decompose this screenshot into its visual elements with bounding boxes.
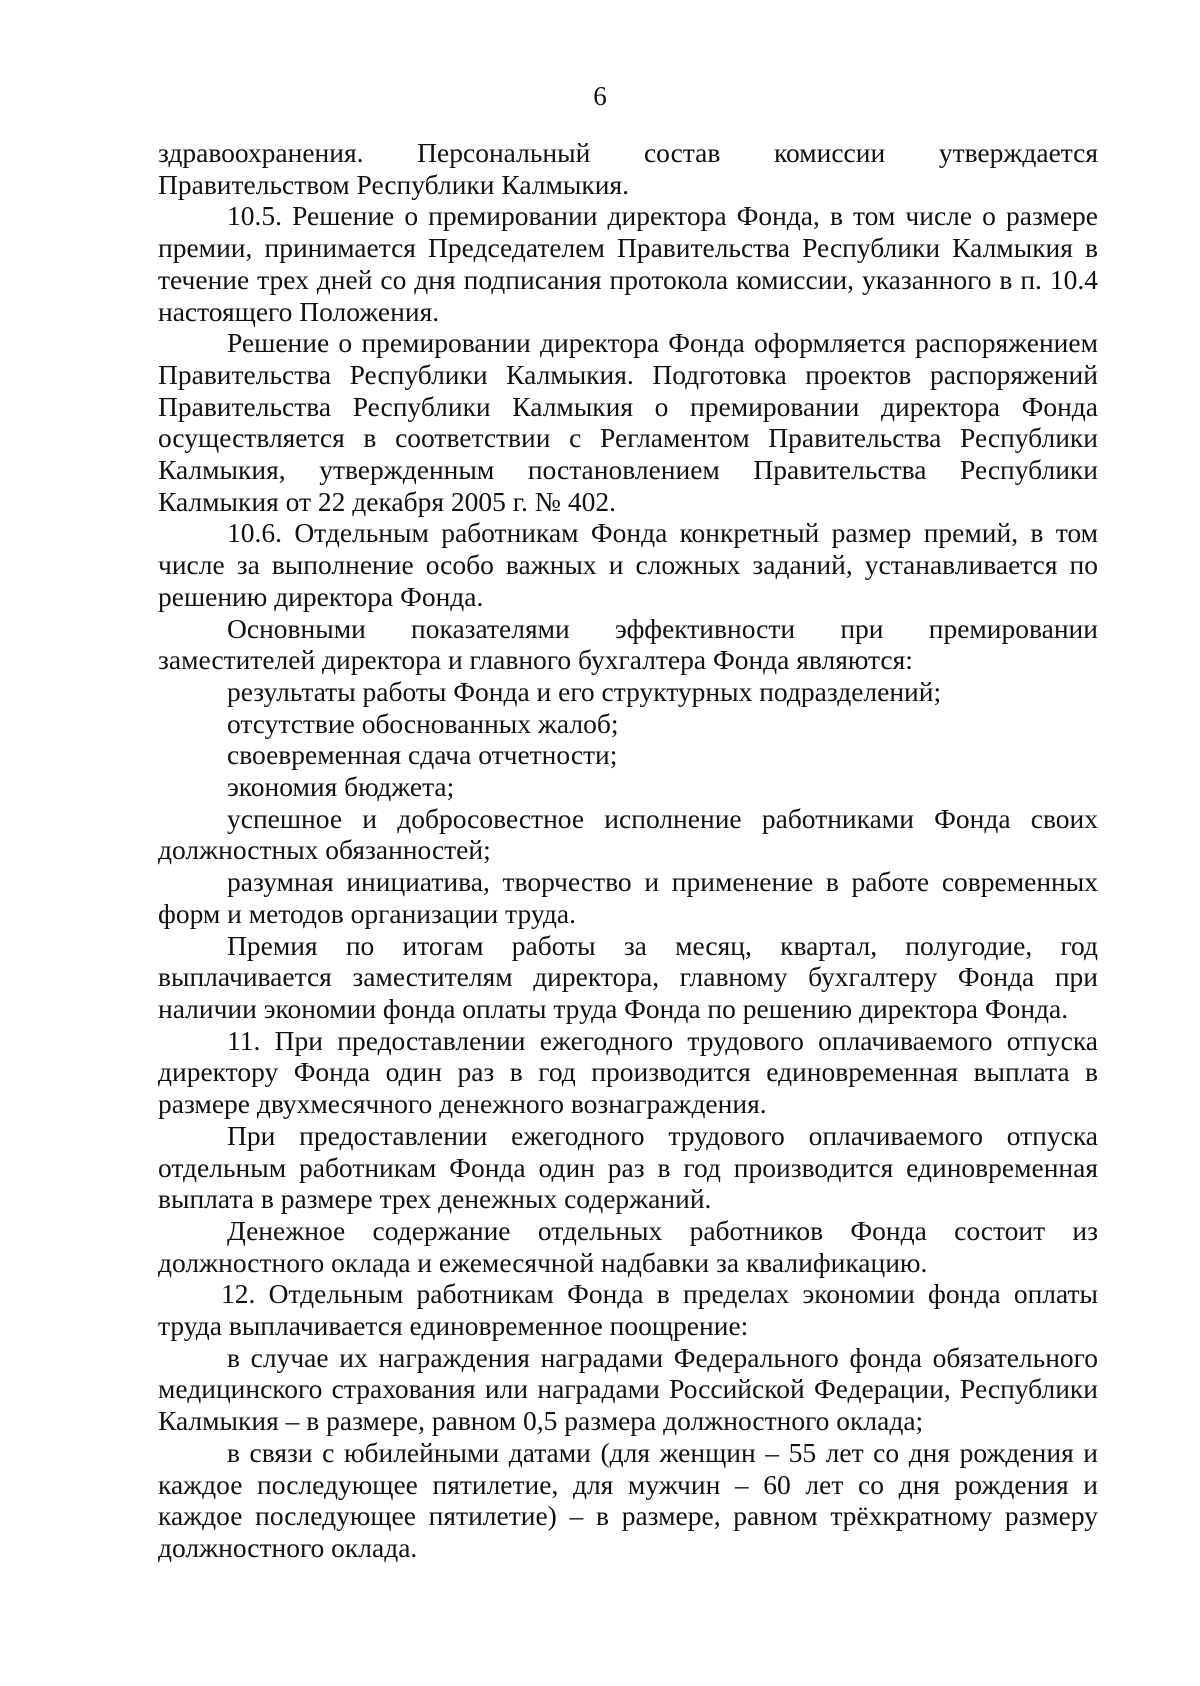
paragraph-11: 11. При предоставлении ежегодного трудового оплачиваемого отпуска директору Фонда один раз в год производится единовременная выплата в размере двухмесячного денежного вознаграждения.	[158, 1024, 1098, 1120]
list-item-initiative: разумная инициатива, творчество и применение в работе современных форм и методов организации труда.	[158, 866, 1098, 929]
list-item-results: результаты работы Фонда и его структурных подразделений;	[227, 675, 942, 707]
page-number: 6	[593, 81, 607, 111]
paragraph-salary-composition: Денежное содержание отдельных работников Фонда состоит из должностного оклада и ежемесячной надбавки за квалификацию.	[158, 1214, 1098, 1278]
paragraph-10-5: 10.5. Решение о премировании директора Фонда, в том числе о размере премии, принимается Председателем Правительства Республики Калмыкия в течение трех дней со дня подписания протокола комиссии, указанного в п. 10.4 настоящего Положения.	[158, 200, 1098, 327]
list-item-awards: в случае их награждения наградами Федерального фонда обязательного медицинского страхования или наградами Российской Федерации, Республики Калмыкия – в размере, равном 0,5 размера должностного оклада;	[158, 1341, 1098, 1437]
list-item-anniversaries: в связи с юбилейными датами (для женщин – 55 лет со дня рождения и каждое последующее пятилетие, для мужчин – 60 лет со дня рождения и каждое последующее пятилетие) – в размере, равном трёхкратному размеру должностного оклада.	[158, 1436, 1098, 1563]
document-body	[158, 137, 1098, 1564]
paragraph-bonus-period: Премия по итогам работы за месяц, квартал, полугодие, год выплачивается заместителям директора, главному бухгалтеру Фонда при наличии экономии фонда оплаты труда Фонда по решению директора Фонда.	[158, 929, 1098, 1024]
paragraph-vacation-payment: При предоставлении ежегодного трудового оплачиваемого отпуска отдельным работникам Фонда один раз в год производится единовременная выплата в размере трех денежных содержаний.	[158, 1119, 1098, 1215]
list-item-no-complaints: отсутствие обоснованных жалоб;	[227, 707, 619, 739]
list-item-duties: успешное и добросовестное исполнение работниками Фонда своих должностных обязанностей;	[158, 802, 1098, 866]
paragraph-continuation: здравоохранения. Персональный состав комиссии утверждается Правительством Республики Калмыкия.	[158, 137, 1098, 200]
paragraph-performance-indicators: Основными показателями эффективности при премировании заместителей директора и главного бухгалтера Фонда являются:	[158, 612, 1098, 676]
paragraph-decision-formalization: Решение о премировании директора Фонда оформляется распоряжением Правительства Республики Калмыкия. Подготовка проектов распоряжений Правительства Республики Калмыкия о премировании директора Фонда осуществляется в соответствии с Регламентом Правительства Республики Калмыкия, утвержденным постановлением Правительства Республики Калмыкия от 22 декабря 2005 г. № 402.	[158, 327, 1098, 517]
list-item-reporting: своевременная сдача отчетности;	[227, 739, 618, 771]
paragraph-10-6: 10.6. Отдельным работникам Фонда конкретный размер премий, в том числе за выполнение особо важных и сложных заданий, устанавливается по решению директора Фонда.	[158, 517, 1098, 612]
paragraph-12: 12. Отдельным работникам Фонда в пределах экономии фонда оплаты труда выплачивается единовременное поощрение:	[158, 1278, 1098, 1342]
list-item-budget-savings: экономия бюджета;	[227, 771, 455, 803]
